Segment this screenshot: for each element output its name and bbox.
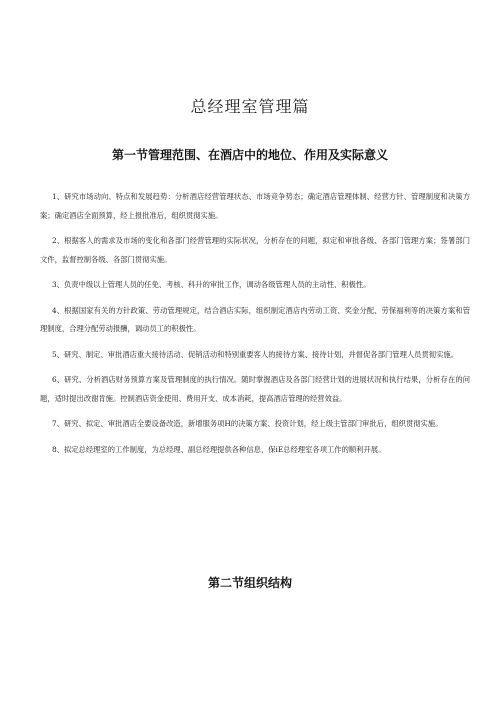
section-1-heading: 第一节管理范围、在酒店中的地位、作用及实际意义: [111, 148, 388, 162]
paragraph-7: 7、研究、拟定、审批酒店全要设备改造，新增服务项H的决策方案、投资计划，经上级主管部门审批后，组织贯彻实施。: [52, 419, 443, 428]
paragraph-8: 8、拟定总经理室的工作制度，为总经理、副总经理提供各种信息，保iE总经理室各项工作的顺利开展。: [52, 444, 386, 454]
paragraph-3: 3、负责中级以上管理人员的任免、考核、科升的审批工作，调动各级管理人员的主动性、积极性。: [52, 280, 371, 289]
paragraph-1: 1、研究市场动向、特点和发展趋势：分析酒店经营管理状态、市场竞争势态；确定酒店管理体制、经营方针、管理制度和决策方案；确定酒店全面预算，经上报批准后，组织贯彻实施。: [40, 192, 470, 220]
section-1-body: [40, 188, 470, 459]
section-2-heading: 第二节组织结构: [207, 576, 292, 590]
paragraph-5: 5、研究、制定、审批酒店重大接待活动、促销活动和特别重要客人的接待方案、接待计划，并督促各部门管理人员贯彻实施。: [52, 349, 458, 359]
document-title: 总经理室管理篇: [190, 97, 310, 116]
paragraph-2: 2、根据客人的需求及市场的变化和各部门经营管理的实际状况，分析存在的问题，拟定和审批各级、各部门管理方案；签署部门文件，监督控制各级、各部门贯彻实施。: [40, 236, 470, 264]
paragraph-4: 4、根据国家有关的方针政策、劳动管理规定，结合酒店实际，组织制定酒店内劳动工资、奖金分配、劳保福利等的决策方案和管理制度，合理分配劳动报酬，调动员工的积极性。: [40, 305, 470, 333]
paragraph-6: 6、研究、分析酒店财务预算方案及管理制度的执行情况。随时掌握酒店及各部门经营计划的进展状况和执行结果，分析存在的问题，适时提出改谢肯施。控制酒店资金使用、费用开支、成本消耗，提高酒店管理的经营效益。: [40, 375, 470, 403]
